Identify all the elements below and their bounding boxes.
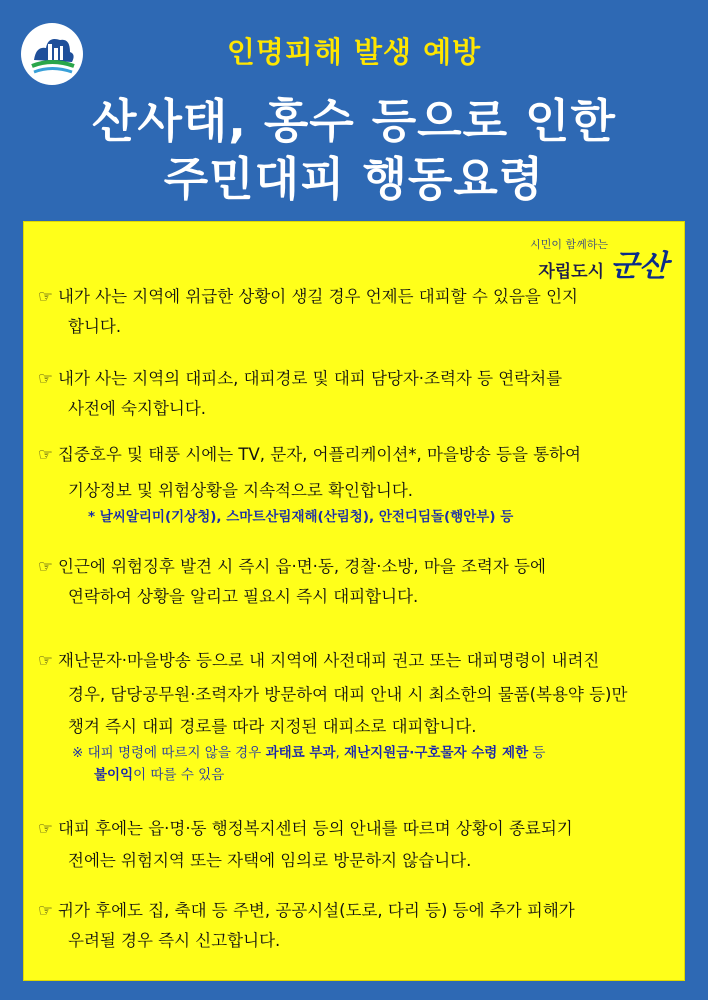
city-brand-logo (530, 236, 668, 282)
guideline-item-5: ☞ 재난문자·마을방송 등으로 내 지역에 사전대피 권고 또는 대피명령이 내려진 경우, 담당공무원·조력자가 방문하여 대피 안내 시 최소한의 물품(복용약 등)만 챙겨 즉시 대피 경로를 따라 지정된 대피소로 대피합니다. ※ 대피 명령에 따르지 않을 경우 과태료 부과, 재난지원금·구호물자 수령 제한 등 불이익이 따를 수 있음 (38, 646, 674, 786)
pointing-hand-icon: ☞ (38, 557, 53, 576)
poster-title-line-2: 주민대피 행동요령 (163, 152, 545, 206)
pointing-hand-icon: ☞ (38, 651, 53, 670)
pointing-hand-icon: ☞ (38, 287, 53, 306)
pointing-hand-icon: ☞ (38, 901, 53, 920)
guideline-item-6: ☞ 대피 후에는 읍·명·동 행정복지센터 등의 안내를 따르며 상황이 종료되기 전에는 위험지역 또는 자택에 임의로 방문하지 않습니다. (38, 819, 573, 870)
guideline-item-3: ☞ 집중호우 및 태풍 시에는 TV, 문자, 어플리케이션*, 마을방송 등을 통하여 기상정보 및 위험상황을 지속적으로 확인합니다. * 날씨알리미(기상청), 스마트산림재해(산림청), 안전디딤돌(행안부) 등 (38, 440, 674, 528)
poster-title (0, 92, 708, 208)
guideline-item-1: ☞ 내가 사는 지역에 위급한 상황이 생길 경우 언제든 대피할 수 있음을 인지 합니다. (38, 287, 578, 336)
poster-title-line-1: 산사태, 홍수 등으로 인한 (92, 94, 616, 148)
pointing-hand-icon: ☞ (38, 369, 53, 388)
guideline-item-2: ☞ 내가 사는 지역의 대피소, 대피경로 및 대피 담당자·조력자 등 연락처를 사전에 숙지합니다. (38, 369, 563, 418)
guideline-item-7: ☞ 귀가 후에도 집, 축대 등 주변, 공공시설(도로, 다리 등) 등에 추가 피해가 우려될 경우 즉시 신고합니다. (38, 901, 575, 950)
guideline-panel (24, 222, 684, 980)
brand-city-name: 군산 (610, 249, 668, 284)
guideline-item-4: ☞ 인근에 위험징후 발견 시 즉시 읍·면·동, 경찰·소방, 마을 조력자 등에 연락하여 상황을 알리고 필요시 즉시 대피합니다. (38, 557, 546, 606)
brand-city-type: 자립도시 (538, 262, 605, 282)
apps-footnote: * 날씨알리미(기상청), 스마트산림재해(산림청), 안전디딤돌(행안부) 등 (88, 509, 514, 525)
penalty-notice-cont: 불이익이 따를 수 있음 (94, 767, 225, 783)
penalty-notice: ※ 대피 명령에 따르지 않을 경우 과태료 부과, 재난지원금·구호물자 수령 제한 등 (72, 745, 546, 761)
pointing-hand-icon: ☞ (38, 445, 53, 464)
pointing-hand-icon: ☞ (38, 819, 53, 838)
brand-slogan: 시민이 함께하는 (530, 238, 608, 251)
poster-subtitle: 인명피해 발생 예방 (226, 35, 482, 69)
